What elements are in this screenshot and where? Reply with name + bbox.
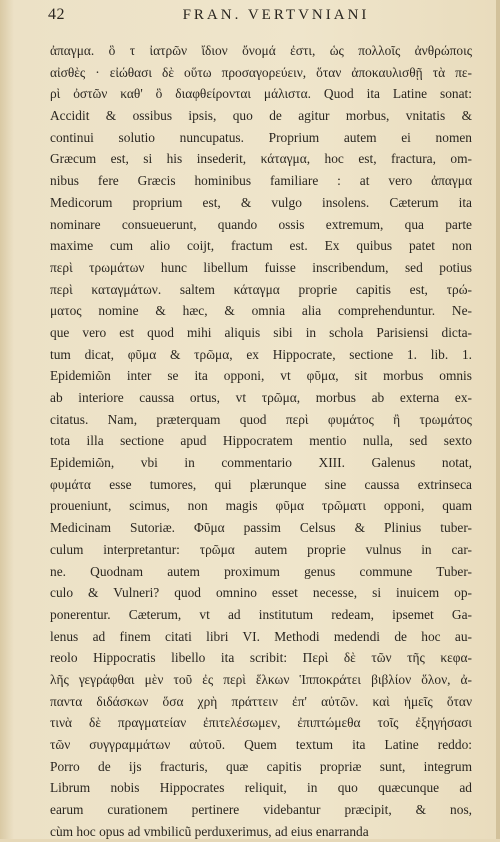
text-line: culo & Vulneri? quod omnino esset necesse, si inuicem op- <box>50 585 472 601</box>
text-line: ἀπαγμα. ὃ τ ἰατρῶν ἴδιον ὄνομά ἐστι, ὡς πολλοῖς ἀνθρώποις <box>50 43 472 58</box>
text-line: reolo Hippocratis libello ita scribit: Περὶ δὲ τῶν τῆς κεφα- <box>50 650 472 666</box>
text-line: αἰσθὲς · εἰώθασι δὲ οὕτω προσαγορεύειν, ὅταν ἀποκαυλισθῇ τὰ πε- <box>50 64 472 80</box>
text-line: Accidit & ossibus ipsis, quo de agitur morbus, vnitatis & <box>50 108 472 124</box>
text-body <box>50 40 472 842</box>
text-line: Porro de ijs fracturis, quæ capitis propriæ sunt, integrum <box>50 758 472 774</box>
text-line: τῶν συγγραμμάτων αὐτοῦ. Quem textum ita Latine reddo: <box>50 737 472 752</box>
text-line: lenus ad finem citati libri VI. Methodi medendi de hoc au- <box>50 628 472 644</box>
text-line: ab interiore caussa ortus, vt τρῶμα, morbus ab externa ex- <box>50 390 472 405</box>
text-line: proueniunt, scimus, non magis φῦμα τρῶματι opponi, quam <box>50 498 472 514</box>
text-line: περὶ καταγμάτων. saltem κάταγμα proprie capitis est, τρώ- <box>50 281 472 297</box>
text-line: Epidemiῶn, vbi in commentario XIII. Galenus notat, <box>50 455 472 471</box>
text-line: τινὰ δὲ πραγματείαν ἐπιτελέσωμεν, ἐπιπτώμεθα τοῖς ἐξηγήσασι <box>50 715 472 731</box>
page-number: 42 <box>48 6 65 23</box>
text-line: cùm hoc opus ad vmbilicũ perduxerimus, ad eius enarranda <box>50 823 369 839</box>
text-line: tum dicat, φῦμα & τρῶμα, ex Hippocrate, sectione 1. lib. 1. <box>50 346 472 362</box>
text-line: Medicorum proprium est, & vulgo insolens. Cæterum ita <box>50 194 472 210</box>
page-edge <box>496 0 500 839</box>
text-line: nominare consueuerunt, quando ossis extremum, qua parte <box>50 216 472 232</box>
text-line: ματος nomine & hæc, & omnia alia comprehenduntur. Ne- <box>50 303 472 319</box>
text-line: λῆς γεγράφθαι μὲν τοῦ ἐς περὶ ἕλκων Ἱπποκράτει βιβλίον ὅλον, ἀ- <box>50 671 472 687</box>
text-line: tota illa sectione apud Hippocratem mentio nulla, sed sexto <box>50 433 472 449</box>
text-line: continui solutio nuncupatus. Proprium autem ei nomen <box>50 129 472 145</box>
running-head: FRAN. VERTVNIANI <box>182 7 370 23</box>
text-line: ρὶ ὀστῶν καθ' ὃ διαφθείρονται μάλιστα. Quod ita Latine sonat: <box>50 86 472 102</box>
text-line: φυμάτα esse tumores, qui plærunque sine caussa extrinseca <box>50 476 472 492</box>
text-line: παντα διδάσκων ὅσα χρὴ πράττειν ἐπ' αὐτῶν. καὶ ἡμεῖς ὅταν <box>50 693 472 709</box>
text-line: ne. Quodnam autem proximum genus commune Tuber- <box>50 563 472 579</box>
text-line: maxime cum alio coijt, fractum est. Ex quibus patet non <box>50 238 472 254</box>
text-line: earum curationem pertinere videbantur præcipit, & nos, <box>50 802 472 818</box>
text-line: Græcum est, si his insederit, κάταγμα, hoc est, fractura, om- <box>50 151 472 167</box>
text-line: nibus fere Græcis hominibus familiare : at vero ἀπαγμα <box>50 173 472 189</box>
text-line: que vero est quod mihi aliquis sibi in schola Parisiensi dicta- <box>50 324 472 340</box>
page-header <box>48 6 468 34</box>
text-line: culum interpretantur: τρῶμα autem proprie vulnus in car- <box>50 541 472 557</box>
text-line: citatus. Nam, præterquam quod περὶ φυμάτος ἢ τρωμάτος <box>50 411 472 427</box>
text-line: περὶ τρωμάτων hunc libellum fuisse inscribendum, sed potius <box>50 259 472 275</box>
text-line: Epidemiῶn inter se ita opponi, vt φῦμα, sit morbus omnis <box>50 368 472 384</box>
text-line: Medicinam Sutoriæ. Φῦμα passim Celsus & Plinius tuber- <box>50 520 472 536</box>
text-line: Librum nobis Hippocrates reliquit, in quo quæcunque ad <box>50 780 472 796</box>
text-line: ponerentur. Cæterum, vt ad institutum redeam, ipsemet Ga- <box>50 606 472 622</box>
